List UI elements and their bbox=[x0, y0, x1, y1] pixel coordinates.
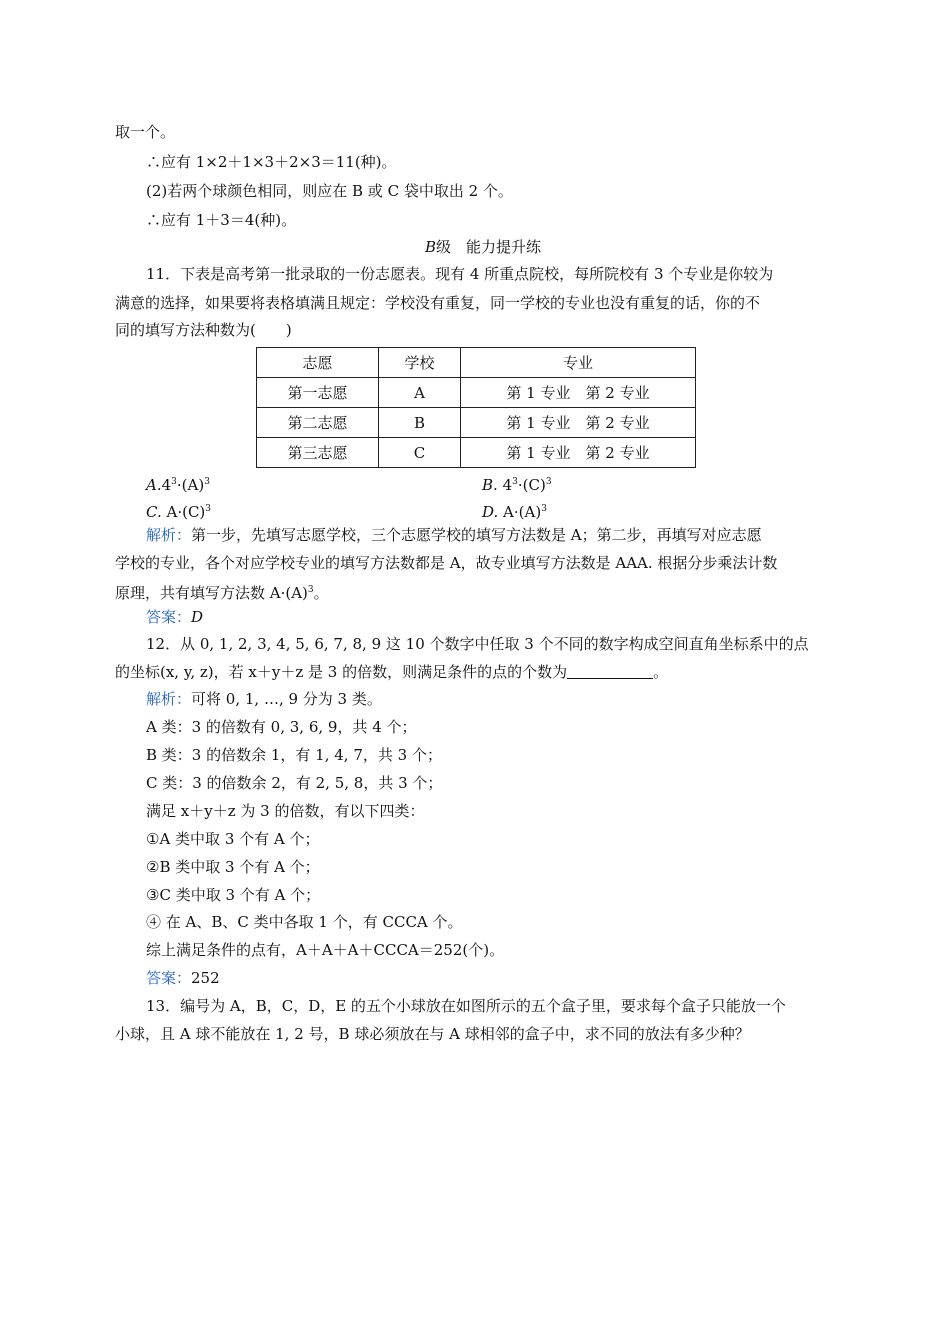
question-11-text: 满意的选择，如果要将表格填满且规定：学校没有重复，同一学校的专业也没有重复的话，你的不 bbox=[115, 294, 761, 312]
analysis-line: 解析：第一步，先填写志愿学校，三个志愿学校的填写方法数是 A；第二步，再填写对应志愿 bbox=[146, 526, 762, 544]
question-11-text: 同的填写方法种数为( ) bbox=[115, 321, 292, 339]
table-header-row bbox=[257, 348, 696, 378]
option-a: $A.4^3\cdot(A)^3$ bbox=[146, 476, 210, 494]
table-header: 专业 bbox=[461, 348, 696, 378]
analysis-line: 原理，共有填写方法数 $A\cdot(A)^3$。 bbox=[115, 584, 329, 602]
table-cell: 第三志愿 bbox=[257, 438, 379, 468]
analysis-step: 满足 x＋y＋z 为 3 的倍数，有以下四类： bbox=[146, 802, 425, 820]
analysis-step: ③C 类中取 3 个有 A 个； bbox=[146, 886, 321, 904]
table-cell: 第 1 专业 第 2 专业 bbox=[461, 408, 696, 438]
table-cell: C bbox=[379, 438, 461, 468]
table-cell: 第一志愿 bbox=[257, 378, 379, 408]
table-header: 志愿 bbox=[257, 348, 379, 378]
question-12-text: 12．从 0, 1, 2, 3, 4, 5, 6, 7, 8, 9 这 10 个数字中任取 3 个不同的数字构成空间直角坐标系中的点 bbox=[146, 635, 809, 653]
answer-label: 答案： bbox=[146, 969, 192, 987]
table-cell: 第二志愿 bbox=[257, 408, 379, 438]
volunteer-table bbox=[256, 347, 696, 468]
option-d: D. $A\cdot(A)^3$ bbox=[482, 503, 547, 521]
analysis-step: ④ 在 A、B、C 类中各取 1 个，有 CCCA 个。 bbox=[146, 913, 463, 931]
answer-line: 答案：252 bbox=[146, 969, 220, 987]
analysis-line: 学校的专业，各个对应学校专业的填写方法数都是 A，故专业填写方法数是 AAA. 根据分步乘法计数 bbox=[115, 554, 778, 572]
analysis-line: 解析：可将 0, 1, …, 9 分为 3 类。 bbox=[146, 690, 382, 708]
answer-label: 答案： bbox=[146, 608, 192, 626]
table-row bbox=[257, 408, 696, 438]
analysis-step: B 类：3 的倍数余 1，有 1, 4, 7，共 3 个； bbox=[146, 746, 442, 764]
answer-blank bbox=[567, 664, 653, 679]
table-cell: B bbox=[379, 408, 461, 438]
table-row bbox=[257, 378, 696, 408]
question-13-text: 小球，且 A 球不能放在 1, 2 号，B 球必须放在与 A 球相邻的盒子中，求不同的放法有多少种？ bbox=[115, 1025, 750, 1043]
option-b: B. $4^3\cdot(C)^3$ bbox=[482, 476, 552, 494]
answer-line: 答案：D bbox=[146, 608, 204, 626]
question-12-text: 的坐标(x, y, z)，若 x＋y＋z 是 3 的倍数，则满足条件的点的个数为 。 bbox=[115, 663, 669, 681]
analysis-label: 解析： bbox=[146, 690, 192, 708]
option-c: C. $A\cdot(C)^3$ bbox=[146, 503, 212, 521]
text-line: (2)若两个球颜色相同，则应在 B 或 C 袋中取出 2 个。 bbox=[146, 182, 513, 200]
analysis-step: 综上满足条件的点有，A＋A＋A＋CCCA＝252(个)。 bbox=[146, 941, 505, 959]
question-13-text: 13．编号为 A，B，C，D，E 的五个小球放在如图所示的五个盒子里，要求每个盒子只能放一个 bbox=[146, 997, 786, 1015]
table-row bbox=[257, 438, 696, 468]
table-cell: 第 1 专业 第 2 专业 bbox=[461, 378, 696, 408]
text-line: ∴应有 1×2＋1×3＋2×3＝11(种)。 bbox=[146, 153, 397, 171]
analysis-step: ②B 类中取 3 个有 A 个； bbox=[146, 858, 320, 876]
text-line: ∴应有 1＋3＝4(种)。 bbox=[146, 211, 297, 229]
question-11-text: 11．下表是高考第一批录取的一份志愿表。现有 4 所重点院校，每所院校有 3 个专业是你较为 bbox=[146, 265, 774, 283]
text-line: 取一个。 bbox=[115, 123, 176, 141]
table-cell: A bbox=[379, 378, 461, 408]
section-title: B级 能力提升练 bbox=[425, 238, 542, 256]
analysis-step: A 类：3 的倍数有 0, 3, 6, 9，共 4 个； bbox=[146, 718, 417, 736]
analysis-step: C 类：3 的倍数余 2，有 2, 5, 8，共 3 个； bbox=[146, 774, 443, 792]
table-header: 学校 bbox=[379, 348, 461, 378]
analysis-step: ①A 类中取 3 个有 A 个； bbox=[146, 830, 320, 848]
table-cell: 第 1 专业 第 2 专业 bbox=[461, 438, 696, 468]
analysis-label: 解析： bbox=[146, 526, 192, 544]
